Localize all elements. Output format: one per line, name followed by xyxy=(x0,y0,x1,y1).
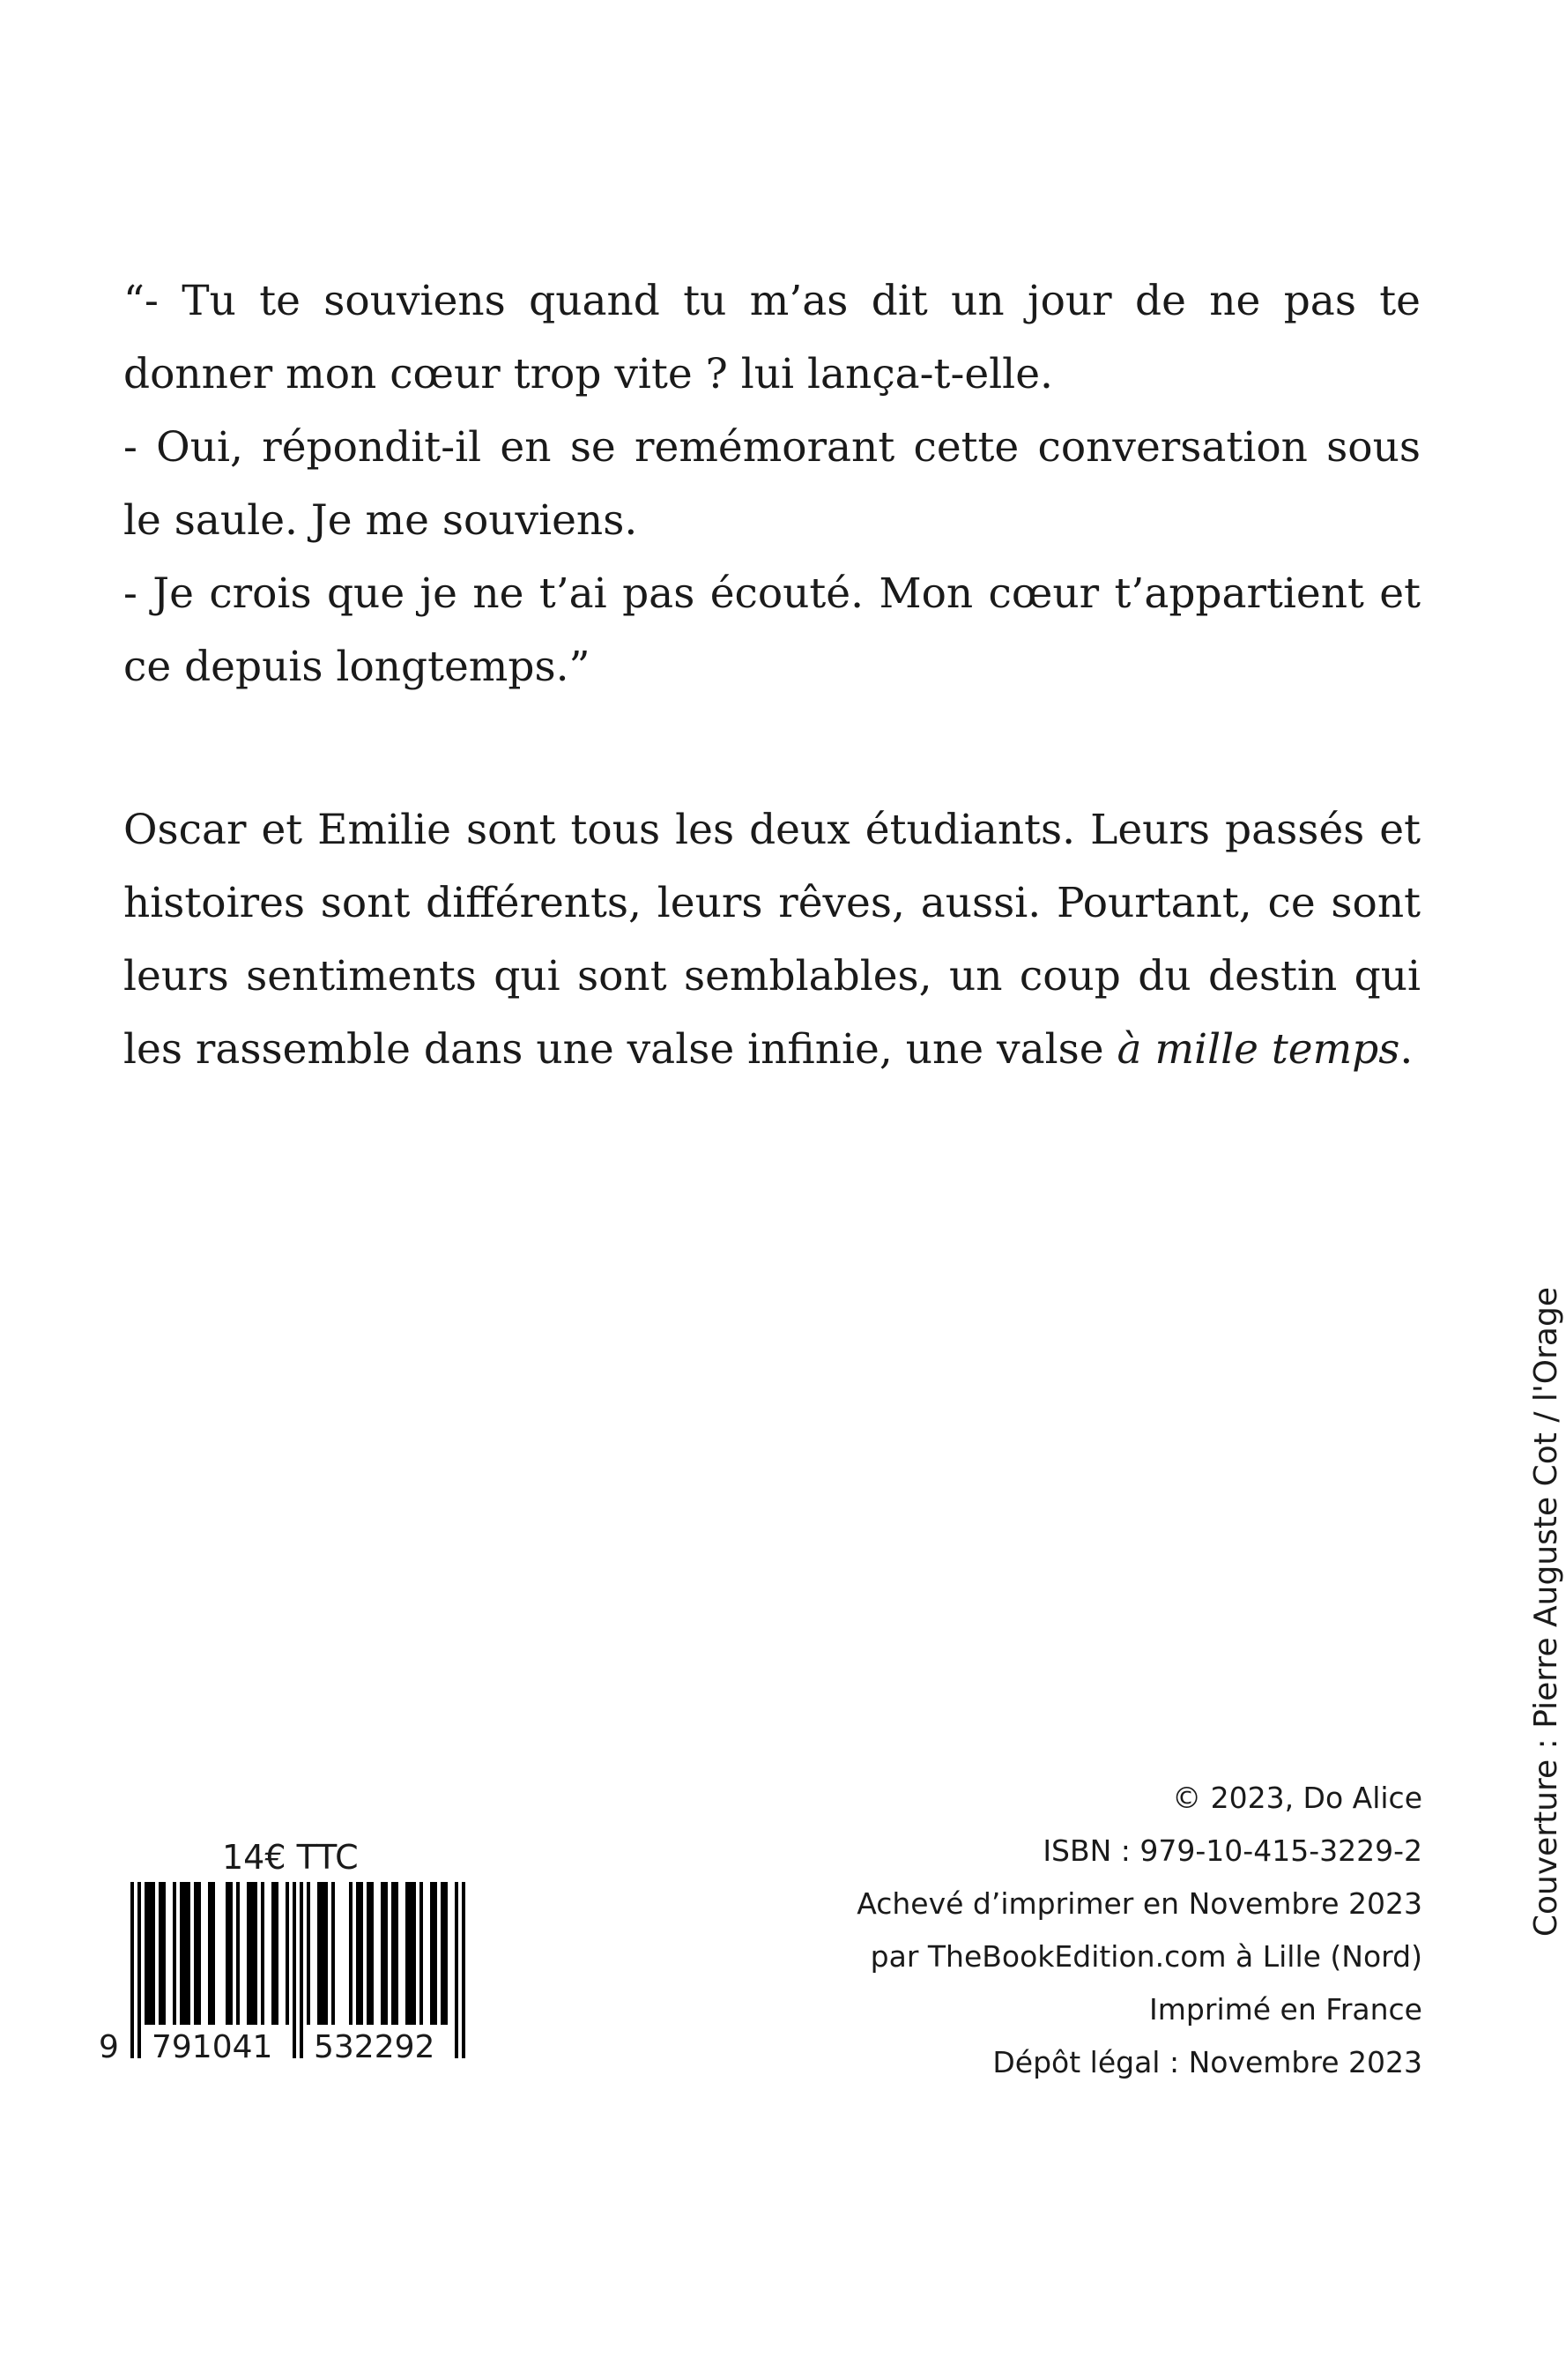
barcode-bar xyxy=(317,1882,321,2025)
quote-line-2: - Oui, répondit-il en se remémorant cette conversation sous le saule. Je me souviens. xyxy=(123,423,1421,545)
barcode-bar xyxy=(250,1882,254,2025)
barcode-bar xyxy=(226,1882,229,2025)
barcode-bar xyxy=(194,1882,197,2025)
barcode-bar xyxy=(247,1882,250,2025)
barcode-bar xyxy=(183,1882,187,2025)
cover-credit: Couverture : Pierre Auguste Cot / l'Orage xyxy=(1528,1287,1564,1937)
barcode-bar xyxy=(405,1882,409,2025)
barcode-bar xyxy=(391,1882,395,2025)
imprint-country: Imprimé en France xyxy=(1149,1992,1422,2027)
imprint-printed: Achevé d’imprimer en Novembre 2023 xyxy=(857,1886,1422,1921)
barcode-bar xyxy=(173,1882,176,2025)
barcode-bar xyxy=(300,1882,303,2058)
imprint-copyright: © 2023, Do Alice xyxy=(1172,1781,1422,1815)
barcode-bar xyxy=(137,1882,141,2058)
summary-text: Oscar et Emilie sont tous les deux étudiants. Leurs passés et histoires sont différents, leurs rêves, aussi. Pourtant, ce sont leurs sentiments qui sont semblables, un coup du destin qui les rassemble dans une valse infinie, une valse xyxy=(123,806,1421,1074)
barcode-bar xyxy=(261,1882,264,2025)
barcode-bar xyxy=(254,1882,257,2025)
barcode-bar xyxy=(229,1882,233,2025)
barcode-bar xyxy=(356,1882,360,2025)
barcode-bar xyxy=(275,1882,278,2025)
barcode-bar xyxy=(370,1882,374,2025)
barcode-bar xyxy=(360,1882,363,2025)
barcode-bar xyxy=(430,1882,434,2025)
barcode-bar xyxy=(293,1882,296,2058)
barcode-bar xyxy=(324,1882,328,2025)
barcode-bar xyxy=(197,1882,201,2025)
price-label: 14€ TTC xyxy=(222,1838,359,1877)
barcode-bar xyxy=(271,1882,275,2025)
imprint-printer: par TheBookEdition.com à Lille (Nord) xyxy=(870,1939,1422,1974)
quote-line-3: - Je crois que je ne t’ai pas écouté. Mon cœur t’appartient et ce depuis longtemps.” xyxy=(123,569,1421,691)
barcode-bar xyxy=(162,1882,166,2025)
barcode-bar xyxy=(236,1882,240,2025)
barcode-area xyxy=(99,1838,486,2071)
barcode-bar xyxy=(208,1882,212,2025)
barcode-digits-left: 791041 xyxy=(152,2029,273,2065)
barcode-digits-right: 532292 xyxy=(314,2029,435,2065)
barcode-bar xyxy=(412,1882,416,2025)
barcode-bar xyxy=(462,1882,465,2058)
barcode-digit-first: 9 xyxy=(99,2029,119,2065)
barcode-bar xyxy=(367,1882,370,2025)
barcode-bar xyxy=(331,1882,335,2025)
barcode-bar xyxy=(384,1882,388,2025)
barcode-bar xyxy=(187,1882,190,2025)
barcode-bar xyxy=(434,1882,437,2025)
imprint-legal: Dépôt légal : Novembre 2023 xyxy=(992,2045,1422,2079)
barcode-bar xyxy=(307,1882,310,2025)
imprint-isbn: ISBN : 979-10-415-3229-2 xyxy=(1043,1833,1422,1868)
imprint-block xyxy=(857,1772,1422,2089)
barcode-bar xyxy=(395,1882,398,2025)
back-cover-quote xyxy=(123,264,1421,703)
barcode-bar xyxy=(441,1882,444,2025)
barcode-bar xyxy=(180,1882,183,2025)
summary-end: . xyxy=(1399,1025,1414,1074)
barcode-bar xyxy=(455,1882,458,2058)
barcode-bar xyxy=(145,1882,148,2025)
barcode-bar xyxy=(286,1882,289,2025)
barcode-bar xyxy=(148,1882,152,2025)
summary-italic-title: à mille temps xyxy=(1117,1025,1400,1074)
barcode-bar xyxy=(444,1882,448,2025)
quote-line-1: “- Tu te souviens quand tu m’as dit un jour de ne pas te donner mon cœur trop vite ? lui lança-t-elle. xyxy=(123,277,1421,398)
barcode-bar xyxy=(212,1882,215,2025)
barcode-bar xyxy=(349,1882,353,2025)
barcode-bar xyxy=(152,1882,155,2025)
book-summary xyxy=(123,793,1421,1086)
barcode-bar xyxy=(159,1882,162,2025)
barcode-bar xyxy=(130,1882,134,2058)
barcode-bar xyxy=(409,1882,412,2025)
barcode-bar xyxy=(321,1882,324,2025)
barcode-bar xyxy=(381,1882,384,2025)
barcode-bar xyxy=(419,1882,423,2025)
